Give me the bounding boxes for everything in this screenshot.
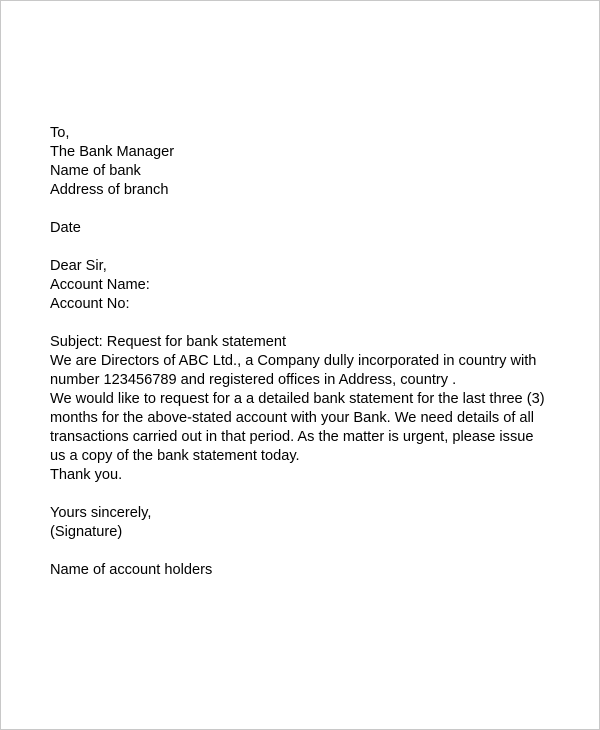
signatory-name: Name of account holders [50, 562, 213, 578]
body-line: number 123456789 and registered offices in Address, country . [50, 372, 457, 388]
body-line: Thank you. [50, 467, 123, 483]
letter-date: Date [50, 220, 81, 236]
body-line: We would like to request for a a detailed bank statement for the last three (3) [50, 391, 545, 407]
body-line: us a copy of the bank statement today. [50, 448, 300, 464]
spacer [50, 485, 590, 504]
spacer [50, 200, 590, 219]
account-name-label: Account Name: [50, 277, 150, 293]
salutation: Dear Sir, [50, 258, 107, 274]
spacer [50, 542, 590, 561]
account-number-label: Account No: [50, 296, 130, 312]
address-to: To, [50, 125, 70, 141]
recipient-title: The Bank Manager [50, 144, 175, 160]
body-line: We are Directors of ABC Ltd., a Company dully incorporated in country with [50, 353, 537, 369]
signature-placeholder: (Signature) [50, 524, 123, 540]
letter-body [50, 124, 590, 580]
body-line: months for the above-stated account with your Bank. We need details of all [50, 410, 535, 426]
spacer [50, 314, 590, 333]
closing: Yours sincerely, [50, 505, 152, 521]
branch-address: Address of branch [50, 182, 169, 198]
spacer [50, 238, 590, 257]
body-line: transactions carried out in that period. As the matter is urgent, please issue [50, 429, 534, 445]
subject-line: Subject: Request for bank statement [50, 334, 287, 350]
bank-name: Name of bank [50, 163, 141, 179]
